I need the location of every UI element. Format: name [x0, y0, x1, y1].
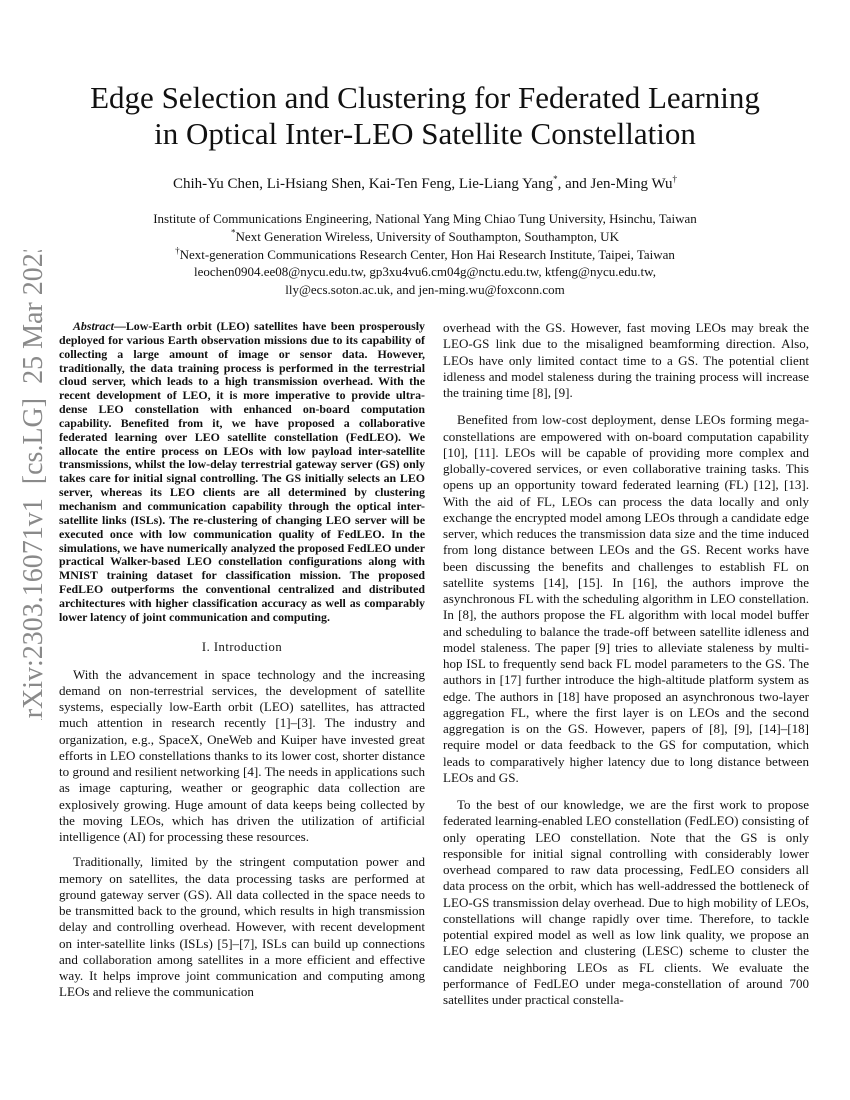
body-paragraph: Benefited from low-cost deployment, dense LEOs forming mega-constellations are empowered with on-board computation capability [10], [11]. LEOs will be capable of providing more complex and globally-covered services, or even collaborative training tasks. This opens up an opportunity toward federated learning (FL) [12], [13]. With the aid of FL, LEOs can process the data locally and only exchange the encrypted model among LEOs through a candidate edge server, which reduces the transmission data size and the time induced from long distance between LEOs and the GS. Recent works have been discussing the benefits and challenges to establish FL on satellite systems [14], [15]. In [16], the authors improve the asynchronous FL with the scheduling algorithm in LEO constellation. In [8], the authors propose the FL algorithm with local model buffer and scheduling to balance the trade-off between satellite idleness and model staleness. The paper [9] tries to alleviate staleness by multi-hop ISL to frequently send back FL model parameters to the GS. The authors in [17] further introduce the high-altitude platform system as edge. The authors in [18] have proposed an asynchronous two-layer aggregation FL, where the first layer is on LEOs and the second aggregation is on the GS. However, papers of [8], [9], [14]–[18] require model or data feedback to the GS for computation, which leads to comparatively higher latency due to long distance between LEOs and GS. — [443, 412, 809, 785]
arxiv-stamp-svg — [2, 250, 54, 720]
affiliation-mark-star: * — [231, 227, 236, 238]
body-paragraph: With the advancement in space technology and the increasing demand on non-terrestrial services, the development of satellite systems, especially low-Earth orbit (LEO) satellites, has attracted much attention in research recently [1]–[3]. The industry and organization, e.g., SpaceX, OneWeb and Kuiper have invested great efforts in LEO constellations thanks to its lower cost, shorter distance to ground and resilient networking [4]. The needs in applications such as image capturing, weather or geographic data collection are explosively growing. Huge amount of data keeps being collected by the moving LEOs, which has driven the utilization of artificial intelligence (AI) for processing these resources. — [59, 666, 425, 845]
author-mark-star: * — [553, 174, 558, 184]
body-paragraph: overhead with the GS. However, fast moving LEOs may break the LEO-GS link due to the misaligned beamforming direction. Also, LEOs have only limited contact time to a GS. The potential client idleness and model staleness during the training process will increase the training time [8], [9]. — [443, 320, 809, 400]
left-column — [59, 320, 425, 1010]
author-mark-dagger: † — [672, 174, 678, 184]
abstract-text: —Low-Earth orbit (LEO) satellites have been prosperously deployed for various Earth observation missions due to its capability of collecting a large amount of image or sensor data. However, traditionally, the data training process is performed in the terrestrial cloud server, which leads to a high transmission overhead. With the recent development of LEO, it is more imperative to provide ultra-dense LEO constellation with enhanced on-board computation capability. Benefited from it, we have proposed a collaborative federated learning over LEO satellite constellation (FedLEO). We allocate the entire process on LEOs with low payload inter-satellite transmissions, whilst the low-delay terrestrial gateway server (GS) only takes care for initial signal controlling. The GS initially selects an LEO server, whereas its LEO clients are all determined by clustering mechanism and communication capability through the optical inter-satellite links (ISLs). The re-clustering of changing LEO server will be executed once with low communication quality of FedLEO. In the simulations, we have numerically analyzed the proposed FedLEO under practical Walker-based LEO constellation configurations along with MNIST training dataset for classification mission. The proposed FedLEO outperforms the conventional centralized and distributed architectures with higher classification accuracy as well as comparably lower latency of joint communication and computing. — [59, 319, 425, 624]
arxiv-stamp-text: arXiv:2303.16071v1 [cs.LG] 25 Mar 2023 — [18, 250, 49, 720]
affiliation-text-2: Next Generation Wireless, University of Southampton, Southampton, UK — [235, 228, 619, 244]
body-paragraph: Traditionally, limited by the stringent computation power and memory on satellites, the data processing tasks are performed at ground gateway server (GS). All data collected in the space needs to be transmitted back to the ground, which results in high transmission delay and controlling overhead. However, with recent development on inter-satellite links (ISLs) [5]–[7], ISLs can build up connections and collaboration among satellites in a more efficient and effective way. It helps improve joint communication and computing among LEOs and relieve the communication — [59, 854, 425, 1000]
title-line-1: Edge Selection and Clustering for Federated Learning — [90, 80, 760, 115]
affiliations — [40, 210, 810, 299]
authors-text: Chih-Yu Chen, Li-Hsiang Shen, Kai-Ten Feng, Lie-Liang Yang — [172, 176, 554, 192]
affiliation-mark-dagger: † — [175, 245, 180, 256]
arxiv-side-stamp — [2, 250, 54, 720]
affiliation-line-2 — [40, 228, 810, 246]
body-paragraph: To the best of our knowledge, we are the first work to propose federated learning-enabled LEO constellation (FedLEO) consisting of only operating LEO constellation. Note that the GS is only responsible for initial signal controlling with considerably lower overhead compared to raw data processing, FedLEO considers all data process on the orbit, which has well-addressed the bottleneck of LEO-GS transmission delay overhead. Due to high mobility of LEOs, constellations will change rapidly over time. Therefore, to tackle potential expired model as well as low link quality, we propose an LEO edge selection and clustering (LESC) scheme to cluster the candidate neighboring LEOs as FL clients. We evaluate the performance of FedLEO under mega-constellation of around 700 satellites under practical constella- — [443, 797, 809, 1007]
abstract — [59, 320, 425, 625]
email-line-2: lly@ecs.soton.ac.uk, and jen-ming.wu@foxconn.com — [285, 282, 565, 298]
email-line-1: leochen0904.ee08@nycu.edu.tw, gp3xu4vu6.cm04g@nctu.edu.tw, ktfeng@nycu.edu.tw, — [194, 264, 656, 280]
section-heading-introduction: I. Introduction — [201, 639, 283, 654]
paper-title — [40, 80, 810, 152]
abstract-lead: Abstract — [73, 319, 114, 333]
authors-tail: , and Jen-Ming Wu — [557, 176, 673, 192]
affiliation-line-3 — [40, 246, 810, 264]
affiliation-text-3: Next-generation Communications Research Center, Hon Hai Research Institute, Taipei, Taiwan — [179, 246, 675, 262]
affiliation-line-1: Institute of Communications Engineering, National Yang Ming Chiao Tung University, Hsinchu, Taiwan — [153, 211, 697, 226]
title-line-2: in Optical Inter-LEO Satellite Constellation — [154, 116, 696, 151]
author-list — [40, 174, 810, 194]
right-column — [443, 320, 809, 1019]
